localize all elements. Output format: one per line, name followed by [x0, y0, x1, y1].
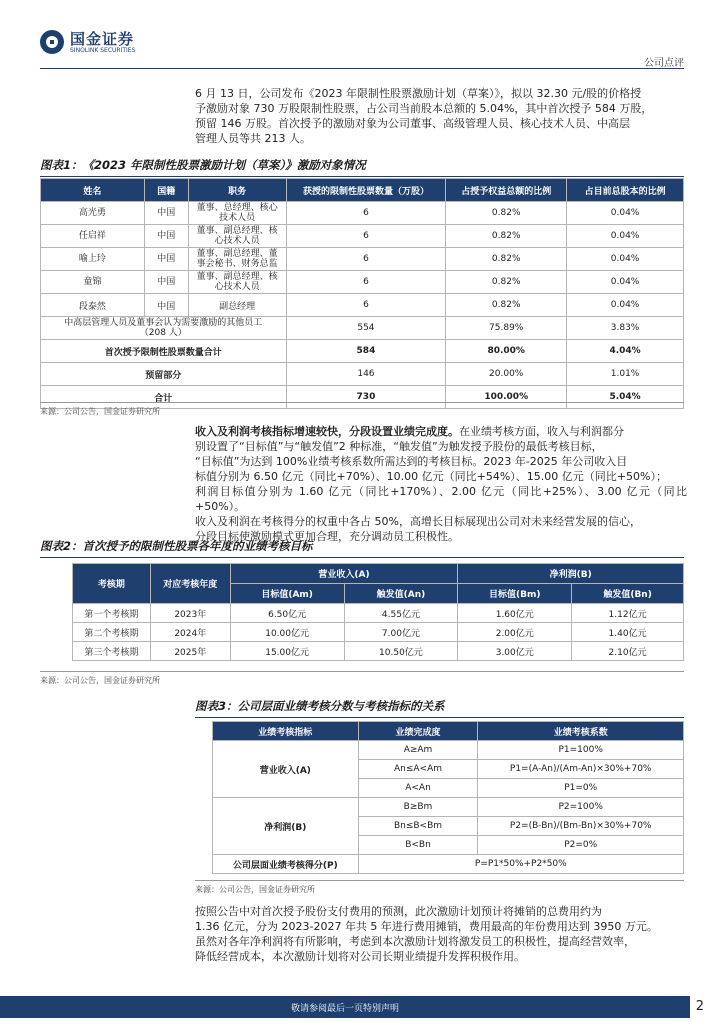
expense-paragraph: 按照公告中对首次授予股份支付费用的预测，此次激励计划预计将摊销的总费用约为 1.36 亿元，分为 2023-2027 年共 5 年进行费用摊销，费用最高的年份费用达到 3950 万元。 虽然对各年净利润将有所影响，考虑到本次激励计划将激发员工的积极性，提高经营效率， 降低经营成本，本次激励计划将对公司长期业绩提升发挥积极作用。	[195, 905, 658, 963]
table-row: 段泰然 中国 副总经理 6 0.82% 0.04%	[41, 294, 684, 317]
fig2-source: 来源：公司公告，国金证券研究所	[40, 676, 160, 685]
table-row-others: 中高层管理人员及董事会认为需要激励的其他员工 （208 人） 554 75.89% 3.83%	[41, 317, 684, 340]
footer-disclaimer: 敬请参阅最后一页特别声明	[290, 1004, 399, 1014]
table-row: A<An P1=0%	[213, 779, 684, 798]
table-row-total: 合计 730 100.00% 5.04%	[41, 386, 684, 409]
page-number: 2	[695, 999, 704, 1014]
header-divider	[40, 68, 684, 69]
report-type: 公司点评	[644, 58, 684, 69]
performance-paragraph: 收入及利润考核指标增速较快，分段设置业绩完成度。在业绩考核方面，收入与利润都分 别设置了“目标值”与“触发值”2 种标准，“触发值”为触发授予股份的最低考核目标， “目标值”为达到 100%业绩考核系数所需达到的考核目标。2023 年-2025 年公司收入目 标值分别为 6.50 亿元（同比+70%）、10.00 亿元（同比+54%）、15.00 亿元（同比+50%）； 利润目标值分别为 1.60 亿元（同比+170%）、2.00 亿元（同比+25%）、3.00 亿元（同比+50%）。 收入及利润在考核得分的权重中各占 50%，高增长目标展现出公司对未来经营发展的信心， 分段目标使激励模式更加合理，充分调动员工积极性。	[195, 425, 687, 543]
fig3-table: 业绩考核指标 业绩完成度 业绩考核系数 营业收入(A) A≥Am P1=100% An≤A<Am P1=(A-An)/(Am-An)×30%+70% A<An P1=0% 净利润(B) B≥Bm P2=100% Bn≤B<Bm P2=(B-Bn)/(Bm-Bn)×30%+70% B<Bn P2=0% 公司层面业绩考核得分(P) P=P1*50%+P2*50%	[212, 721, 684, 874]
fig1-header-row: 姓名 国籍 职务 获授的限制性股票数量（万股） 占授予权益总额的比例 占目前总股本的比例	[41, 179, 684, 202]
table-row: 第三个考核期 2025年 15.00亿元 10.50亿元 3.00亿元 2.10亿元	[73, 642, 684, 661]
table-row-reserve: 预留部分 146 20.00% 1.01%	[41, 363, 684, 386]
intro-paragraph: 6 月 13 日，公司发布《2023 年限制性股票激励计划（草案）》，拟以 32.30 元/股的价格授 予激励对象 730 万股限制性股票，占公司当前股本总额的 5.04%，其中首次授予 584 万股， 预留 146 万股。首次授予的激励对象为公司董事、高级管理人员、核心技术人员、中高层 管理人员等共 213 人。	[195, 87, 653, 145]
table-row-first-grant: 首次授予限制性股票数量合计 584 80.00% 4.04%	[41, 340, 684, 363]
fig2-title: 图表2：首次授予的限制性股票各年度的业绩考核目标	[40, 538, 684, 558]
table-row: 第一个考核期 2023年 6.50亿元 4.55亿元 1.60亿元 1.12亿元	[73, 604, 684, 623]
fig1-title: 图表1：《2023 年限制性股票激励计划（草案）》激励对象情况	[40, 157, 684, 177]
table-row: An≤A<Am P1=(A-An)/(Am-An)×30%+70%	[213, 760, 684, 779]
company-logo	[40, 30, 135, 54]
table-row: 净利润(B) B≥Bm P2=100%	[213, 798, 684, 817]
table-row: 营业收入(A) A≥Am P1=100%	[213, 741, 684, 760]
table-row: 第二个考核期 2024年 10.00亿元 7.00亿元 2.00亿元 1.40亿元	[73, 623, 684, 642]
table-row: Bn≤B<Bm P2=(B-Bn)/(Bm-Bn)×30%+70%	[213, 817, 684, 836]
table-row: 高光勇 中国 董事、总经理、核心 技术人员 6 0.82% 0.04%	[41, 202, 684, 225]
source-divider	[195, 880, 684, 881]
logo-text-cn: 国金证券	[70, 29, 135, 48]
table-row-score: 公司层面业绩考核得分(P) P=P1*50%+P2*50%	[213, 855, 684, 874]
table-row: B<Bn P2=0%	[213, 836, 684, 855]
logo-text-en: SINOLINK SECURITIES	[70, 46, 136, 54]
fig1-table	[40, 178, 684, 409]
source-divider	[40, 402, 684, 403]
fig2-table: 考核期 对应考核年度 营业收入(A) 净利润(B) 目标值(Am) 触发值(An) 目标值(Bm) 触发值(Bn) 第一个考核期 2023年 6.50亿元 4.55亿元 1.60亿元 1.12亿元 第二个考核期 2024年 10.00亿元 7.00亿元 2.00亿元 1.40亿元 第三个考核期 2025年 15.00亿元 10.50亿元 3.00亿元 2.10亿元	[72, 563, 684, 661]
fig3-source: 来源：公司公告，国金证券研究所	[195, 885, 315, 894]
fig3-title: 图表3：公司层面业绩考核分数与考核指标的关系	[195, 698, 684, 718]
source-divider	[40, 671, 684, 672]
fig1-source: 来源：公司公告，国金证券研究所	[40, 407, 160, 416]
logo-icon	[40, 30, 64, 54]
table-row: 任启祥 中国 董事、副总经理、核 心技术人员 6 0.82% 0.04%	[41, 225, 684, 248]
table-row: 童锦 中国 董事、副总经理、核 心技术人员 6 0.82% 0.04%	[41, 271, 684, 294]
table-row: 喻上玲 中国 董事、副总经理、董 事会秘书、财务总监 6 0.82% 0.04%	[41, 248, 684, 271]
